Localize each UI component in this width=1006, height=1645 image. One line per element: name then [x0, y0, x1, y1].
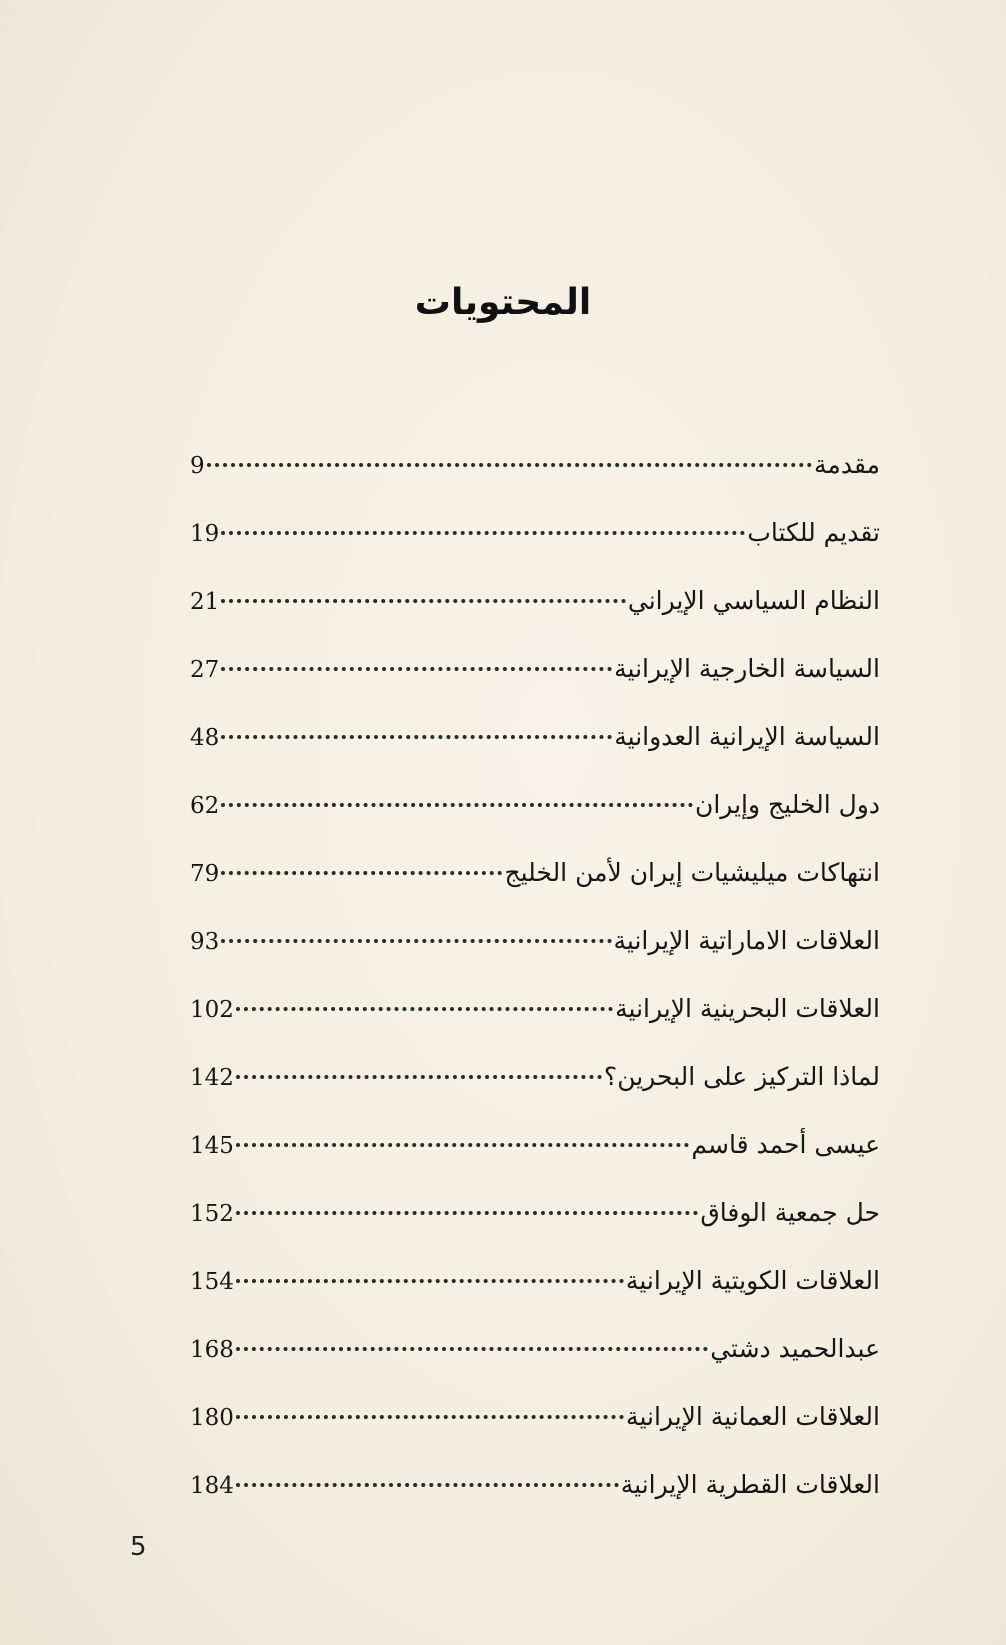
- dot-leader: [236, 1143, 689, 1147]
- table-of-contents: [190, 450, 880, 1538]
- toc-entry-label: النظام السياسي الإيراني: [627, 586, 880, 615]
- toc-entry-label: السياسة الإيرانية العدوانية: [614, 722, 880, 751]
- dot-leader: [207, 463, 812, 467]
- toc-entry-page: 79: [190, 861, 220, 887]
- toc-entry-page: 93: [190, 929, 220, 955]
- dot-leader: [236, 1347, 708, 1351]
- toc-entry-page: 19: [190, 521, 220, 547]
- toc-entry-label: العلاقات العمانية الإيرانية: [626, 1402, 880, 1431]
- toc-entry-label: العلاقات الكويتية الإيرانية: [625, 1266, 880, 1295]
- toc-entry-label: تقديم للكتاب: [747, 518, 880, 547]
- toc-entry: [190, 1266, 880, 1334]
- toc-entry: [190, 858, 880, 926]
- toc-entry-label: لماذا التركيز على البحرين؟: [603, 1062, 880, 1091]
- toc-entry-label: العلاقات البحرينية الإيرانية: [615, 994, 880, 1023]
- toc-entry-label: حل جمعية الوفاق: [700, 1198, 880, 1227]
- toc-entry-label: انتهاكات ميليشيات إيران لأمن الخليج: [504, 858, 880, 887]
- dot-leader: [221, 599, 626, 603]
- dot-leader: [236, 1211, 698, 1215]
- toc-entry: [190, 1062, 880, 1130]
- dot-leader: [236, 1279, 624, 1283]
- toc-entry-page: 142: [190, 1065, 234, 1091]
- dot-leader: [221, 667, 612, 671]
- toc-entry-page: 154: [190, 1269, 234, 1295]
- toc-entry: [190, 1130, 880, 1198]
- toc-entry-label: عيسى أحمد قاسم: [691, 1130, 880, 1159]
- toc-entry-page: 168: [190, 1337, 234, 1363]
- toc-entry-page: 27: [190, 657, 220, 683]
- toc-entry-label: العلاقات الاماراتية الإيرانية: [613, 926, 880, 955]
- toc-entry: [190, 1402, 880, 1470]
- toc-entry-page: 184: [190, 1473, 234, 1499]
- toc-entry: [190, 586, 880, 654]
- toc-entry: [190, 790, 880, 858]
- toc-entry-label: السياسة الخارجية الإيرانية: [614, 654, 880, 683]
- toc-entry-label: العلاقات القطرية الإيرانية: [620, 1470, 880, 1499]
- toc-entry-label: عبدالحميد دشتي: [710, 1334, 880, 1363]
- toc-entry-page: 145: [190, 1133, 234, 1159]
- toc-entry: [190, 1334, 880, 1402]
- dot-leader: [236, 1075, 602, 1079]
- toc-entry: [190, 1470, 880, 1538]
- dot-leader: [221, 871, 502, 875]
- toc-entry-page: 48: [190, 725, 220, 751]
- toc-entry-page: 62: [190, 793, 220, 819]
- toc-entry: [190, 994, 880, 1062]
- toc-entry-page: 21: [190, 589, 220, 615]
- dot-leader: [221, 735, 612, 739]
- dot-leader: [236, 1415, 624, 1419]
- dot-leader: [221, 939, 611, 943]
- toc-entry-label: دول الخليج وإيران: [695, 790, 880, 819]
- toc-entry-page: 9: [190, 453, 205, 479]
- toc-entry: [190, 518, 880, 586]
- toc-entry: [190, 1198, 880, 1266]
- toc-entry-page: 102: [190, 997, 234, 1023]
- page-number: 5: [130, 1532, 147, 1562]
- dot-leader: [221, 803, 693, 807]
- toc-entry-page: 180: [190, 1405, 234, 1431]
- toc-entry: [190, 654, 880, 722]
- dot-leader: [221, 531, 745, 535]
- toc-entry: [190, 722, 880, 790]
- toc-entry-page: 152: [190, 1201, 234, 1227]
- dot-leader: [236, 1483, 619, 1487]
- dot-leader: [236, 1007, 613, 1011]
- toc-entry: [190, 450, 880, 518]
- page-title: المحتويات: [414, 282, 592, 323]
- toc-entry: [190, 926, 880, 994]
- toc-entry-label: مقدمة: [814, 450, 880, 479]
